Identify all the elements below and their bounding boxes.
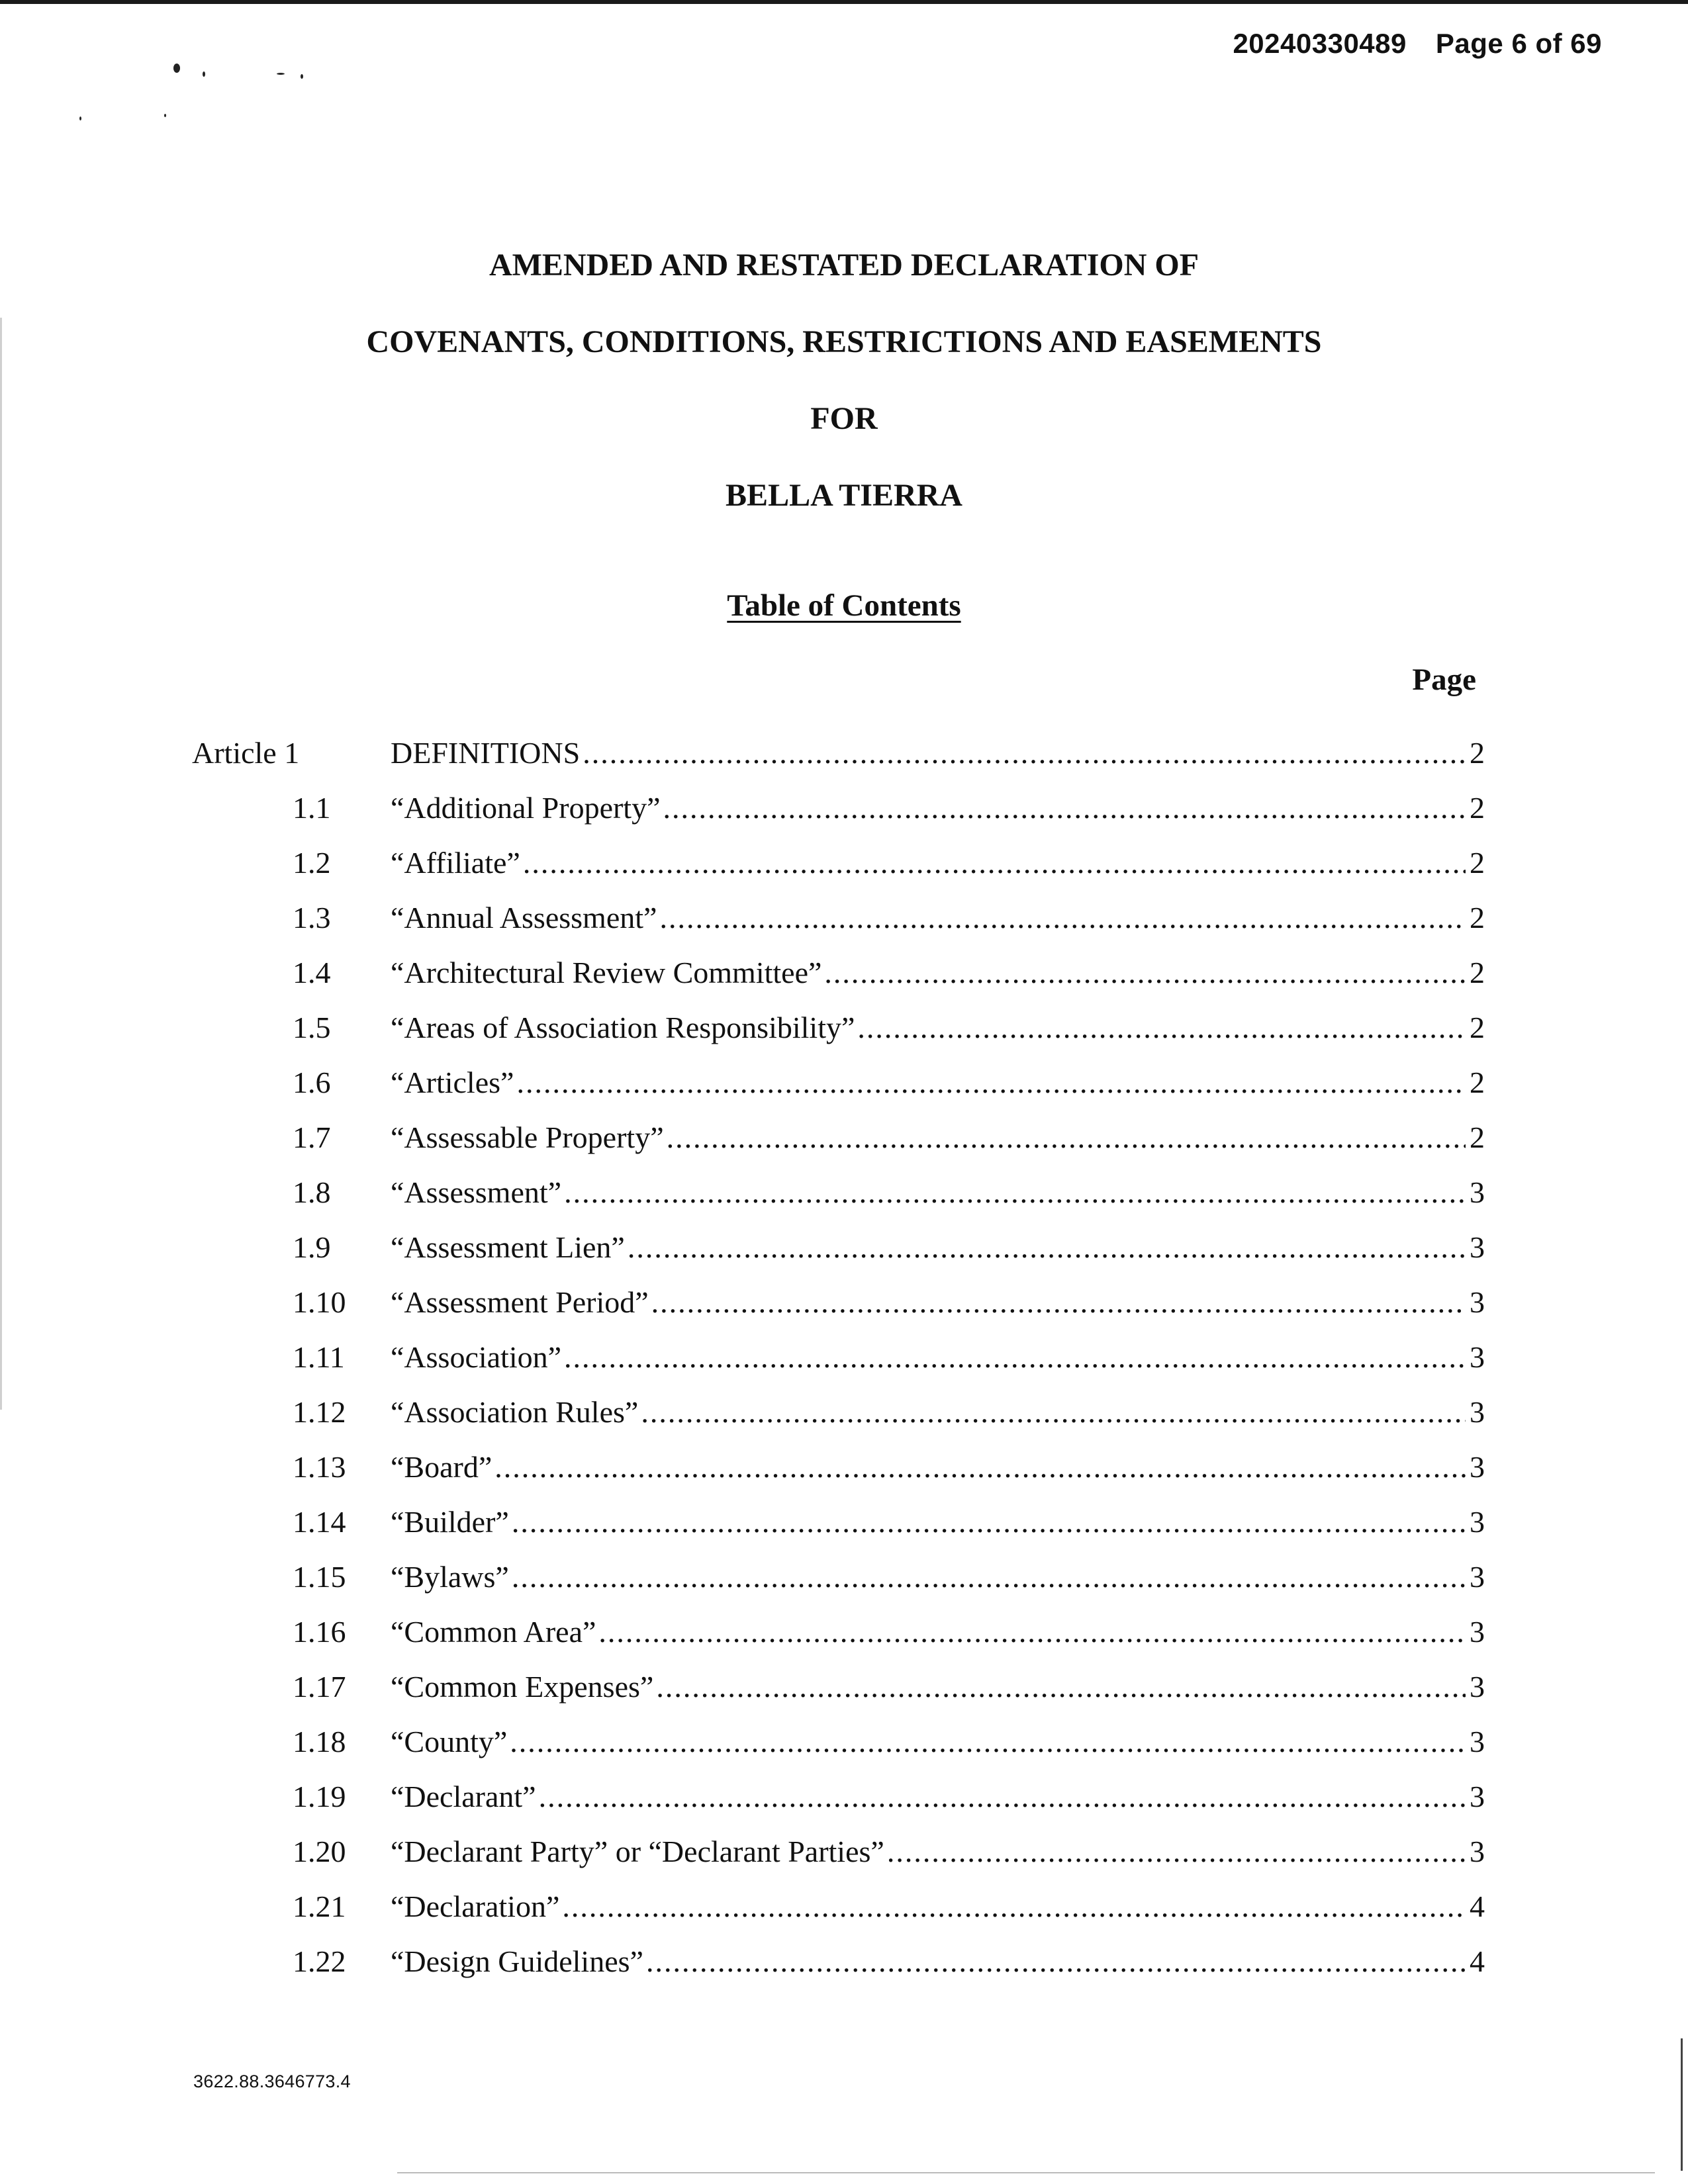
toc-entry-page: 3: [1470, 1285, 1485, 1319]
toc-dot-leader: [887, 1832, 1466, 1872]
toc-entry-number: 1.11: [293, 1340, 345, 1374]
scan-speck: [277, 73, 285, 75]
toc-entry-number: 1.5: [293, 1011, 331, 1044]
toc-entry-page: 2: [1470, 1066, 1485, 1099]
toc-dot-leader: [564, 1173, 1466, 1212]
toc-dot-leader: [824, 953, 1466, 993]
toc-entry-line: [391, 1777, 1470, 1817]
scan-right-edge: [1681, 2038, 1683, 2171]
toc-entry: [0, 953, 1688, 1008]
toc-entry-page: 3: [1470, 1780, 1485, 1813]
toc-entry-title: DEFINITIONS: [391, 736, 581, 770]
toc-entry: [0, 1502, 1688, 1557]
toc-dot-leader: [667, 1118, 1466, 1158]
toc-dot-leader: [562, 1887, 1466, 1927]
toc-entry-number: Article 1: [192, 736, 300, 770]
toc-entry-page: 2: [1470, 1011, 1485, 1044]
recording-document-number: 20240330489: [1233, 28, 1407, 59]
toc-entry: [0, 1887, 1688, 1942]
toc-entry-line: [391, 953, 1470, 993]
toc-entry: [0, 1008, 1688, 1063]
toc-entry-number: 1.9: [293, 1230, 331, 1264]
toc-entry: [0, 1063, 1688, 1118]
toc-entry-title: “Areas of Association Responsibility”: [391, 1011, 855, 1044]
toc-dot-leader: [656, 1667, 1466, 1707]
toc-entry-line: [391, 1063, 1470, 1103]
toc-dot-leader: [564, 1338, 1466, 1377]
toc-entry-page: 4: [1470, 1889, 1485, 1923]
toc-entry: [0, 1722, 1688, 1777]
toc-dot-leader: [663, 788, 1466, 828]
toc-dot-leader: [646, 1942, 1466, 1981]
toc-entry-page: 3: [1470, 1450, 1485, 1484]
document-title: [0, 244, 1688, 551]
toc-heading: Table of Contents: [727, 588, 961, 623]
toc-entry: [0, 1283, 1688, 1338]
toc-entry-number: 1.12: [293, 1395, 346, 1429]
toc-entry-number: 1.10: [293, 1285, 346, 1319]
toc-entry-title: “Board”: [391, 1450, 492, 1484]
scan-top-border: [0, 0, 1688, 4]
scan-speck: [164, 114, 166, 117]
footer-document-id: 3622.88.3646773.4: [193, 2071, 351, 2091]
toc-entry-line: [391, 1557, 1470, 1597]
toc-entry-line: [391, 1228, 1470, 1267]
toc-entry-number: 1.22: [293, 1944, 346, 1978]
toc-entry-title: “Association Rules”: [391, 1395, 639, 1429]
toc-entry-page: 2: [1470, 901, 1485, 934]
title-line-1: AMENDED AND RESTATED DECLARATION OF: [489, 248, 1199, 283]
toc-entry-page: 2: [1470, 1120, 1485, 1154]
toc-entry-title: “Declarant Party” or “Declarant Parties”: [391, 1835, 884, 1868]
toc-entry-title: “Bylaws”: [391, 1560, 509, 1594]
toc-dot-leader: [512, 1557, 1466, 1597]
toc-entry: [0, 1667, 1688, 1722]
scan-speck: [173, 64, 180, 73]
toc-dot-leader: [494, 1447, 1466, 1487]
toc-entry-number: 1.7: [293, 1120, 331, 1154]
toc-entry: [0, 733, 1688, 788]
toc-entry-page: 3: [1470, 1395, 1485, 1429]
toc-entry-page: 3: [1470, 1175, 1485, 1209]
toc-entry-title: “Design Guidelines”: [391, 1944, 643, 1978]
toc-entry-number: 1.8: [293, 1175, 331, 1209]
toc-entry-line: [391, 843, 1470, 883]
scan-bottom-edge: [397, 2172, 1655, 2173]
title-line-3: FOR: [810, 401, 878, 436]
toc-entry-line: [391, 1722, 1470, 1762]
toc-entry-page: 3: [1470, 1560, 1485, 1594]
toc-entry-line: [391, 1008, 1470, 1048]
toc-dot-leader: [510, 1722, 1466, 1762]
toc-entry-page: 2: [1470, 846, 1485, 880]
toc-entry-line: [391, 1667, 1470, 1707]
toc-dot-leader: [516, 1063, 1466, 1103]
toc-entry-line: [391, 1447, 1470, 1487]
toc-entry-title: “County”: [391, 1725, 508, 1758]
toc-entry-line: [391, 1118, 1470, 1158]
toc-entry-title: “Assessment Lien”: [391, 1230, 625, 1264]
title-line-4: BELLA TIERRA: [726, 478, 962, 513]
toc-entry-title: “Affiliate”: [391, 846, 520, 880]
toc-entry-page: 2: [1470, 736, 1485, 770]
toc-entry-line: [391, 1942, 1470, 1981]
toc-entry: [0, 1612, 1688, 1667]
toc-entry-number: 1.21: [293, 1889, 346, 1923]
toc-entry-title: “Builder”: [391, 1505, 509, 1539]
toc-entry-number: 1.17: [293, 1670, 346, 1704]
toc-entry-title: “Declaration”: [391, 1889, 560, 1923]
toc-entry-page: 2: [1470, 956, 1485, 989]
toc-entry-number: 1.15: [293, 1560, 346, 1594]
toc-entry: [0, 1557, 1688, 1612]
toc-entry-number: 1.2: [293, 846, 331, 880]
toc-entry-title: “Assessment Period”: [391, 1285, 649, 1319]
toc-entry-page: 3: [1470, 1340, 1485, 1374]
recording-page-label: Page 6 of 69: [1435, 28, 1602, 59]
toc-entry-number: 1.16: [293, 1615, 346, 1649]
toc-entry-line: [391, 788, 1470, 828]
toc-entry-line: [391, 1173, 1470, 1212]
toc-entry-title: “Annual Assessment”: [391, 901, 657, 934]
toc-entry-number: 1.19: [293, 1780, 346, 1813]
toc-entry-number: 1.1: [293, 791, 331, 825]
toc-entry-page: 2: [1470, 791, 1485, 825]
toc-entry-number: 1.6: [293, 1066, 331, 1099]
toc-entry-number: 1.14: [293, 1505, 346, 1539]
toc-entry-page: 3: [1470, 1835, 1485, 1868]
toc-dot-leader: [598, 1612, 1466, 1652]
toc-entry-page: 4: [1470, 1944, 1485, 1978]
toc-entry-line: [391, 1502, 1470, 1542]
toc-entry-title: “Declarant”: [391, 1780, 536, 1813]
toc-entry: [0, 1228, 1688, 1283]
toc-entry: [0, 1447, 1688, 1502]
scan-speck: [301, 74, 303, 79]
recording-header: [1233, 28, 1602, 60]
toc-entry-title: “Common Expenses”: [391, 1670, 654, 1704]
toc-dot-leader: [539, 1777, 1466, 1817]
toc-entry-page: 3: [1470, 1725, 1485, 1758]
title-line-2: COVENANTS, CONDITIONS, RESTRICTIONS AND EASEMENTS: [366, 324, 1322, 359]
toc-dot-leader: [659, 898, 1466, 938]
toc-entry-page: 3: [1470, 1615, 1485, 1649]
toc-dot-leader: [651, 1283, 1466, 1322]
toc-entry: [0, 1173, 1688, 1228]
toc-page-column-label: Page: [1412, 662, 1476, 697]
scan-speck: [203, 71, 205, 77]
toc-entry: [0, 1832, 1688, 1887]
toc-entry-number: 1.4: [293, 956, 331, 989]
toc-entry-title: “Association”: [391, 1340, 562, 1374]
toc-entry-line: [391, 1338, 1470, 1377]
toc-entry-title: “Common Area”: [391, 1615, 596, 1649]
toc-entry-line: [391, 898, 1470, 938]
toc-entry: [0, 1392, 1688, 1447]
toc-entry-title: “Assessable Property”: [391, 1120, 664, 1154]
toc-entry-number: 1.13: [293, 1450, 346, 1484]
toc-entry: [0, 1338, 1688, 1392]
toc-entry: [0, 1118, 1688, 1173]
toc-entry-title: “Articles”: [391, 1066, 514, 1099]
toc-entry-page: 3: [1470, 1505, 1485, 1539]
toc-entry: [0, 843, 1688, 898]
toc-entry-line: [391, 1832, 1470, 1872]
toc-entry-number: 1.20: [293, 1835, 346, 1868]
toc-entry-line: [391, 1283, 1470, 1322]
toc-entry-line: [391, 1612, 1470, 1652]
toc-entry-line: [391, 733, 1470, 773]
toc-entry-page: 3: [1470, 1670, 1485, 1704]
toc-dot-leader: [628, 1228, 1466, 1267]
toc-entry-title: “Architectural Review Committee”: [391, 956, 822, 989]
toc-entry-number: 1.18: [293, 1725, 346, 1758]
toc-entry-line: [391, 1887, 1470, 1927]
toc-dot-leader: [857, 1008, 1466, 1048]
toc-dot-leader: [512, 1502, 1466, 1542]
toc-entry: [0, 898, 1688, 953]
scan-speck: [79, 116, 81, 120]
toc-dot-leader: [583, 733, 1466, 773]
toc-entry-title: “Assessment”: [391, 1175, 562, 1209]
table-of-contents: [0, 733, 1688, 1997]
toc-dot-leader: [641, 1392, 1466, 1432]
toc-entry-page: 3: [1470, 1230, 1485, 1264]
toc-entry-line: [391, 1392, 1470, 1432]
toc-entry: [0, 1777, 1688, 1832]
toc-entry: [0, 1942, 1688, 1997]
toc-dot-leader: [523, 843, 1466, 883]
toc-entry-title: “Additional Property”: [391, 791, 661, 825]
toc-entry-number: 1.3: [293, 901, 331, 934]
toc-entry: [0, 788, 1688, 843]
